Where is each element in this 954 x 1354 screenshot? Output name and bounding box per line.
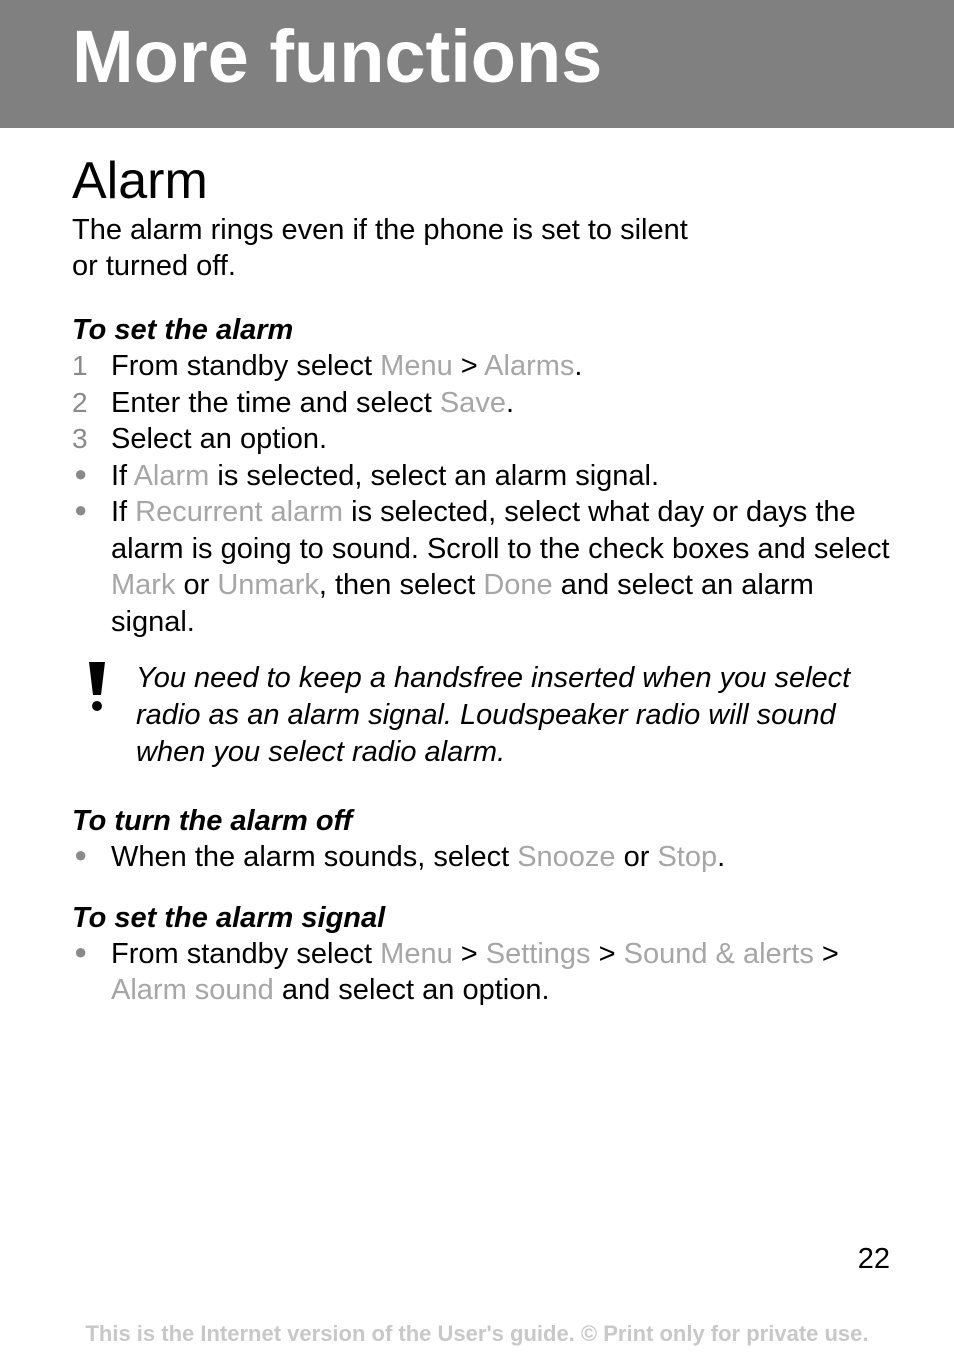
recurrent-alarm-label: Recurrent alarm <box>135 496 344 528</box>
step-text: Select an option. <box>111 423 328 455</box>
menu-label: Menu <box>380 937 453 970</box>
section-title: Alarm <box>72 152 208 210</box>
step-item <box>72 348 892 385</box>
mark-label: Mark <box>111 569 176 601</box>
intro-line-2: or turned off. <box>72 250 236 282</box>
alarm-sound-label: Alarm sound <box>111 974 274 1006</box>
signal-list <box>72 936 892 1009</box>
bullet-icon: ● <box>74 460 88 486</box>
bullet-text: > <box>590 937 624 970</box>
unmark-label: Unmark <box>217 569 319 601</box>
step-text: . <box>574 350 583 382</box>
bullet-text: is selected, select what day or days the alarm is going to sound. Scroll to the check boxes and select <box>111 496 890 565</box>
bullet-item <box>72 494 892 640</box>
bullet-text: and select an alarm signal. <box>111 569 814 638</box>
bullet-text: . <box>717 841 726 873</box>
bullet-text: or <box>175 569 218 601</box>
set-alarm-steps <box>72 348 892 640</box>
bullet-text: If <box>111 459 134 492</box>
bullet-icon: ● <box>74 938 88 964</box>
step-text: > <box>452 350 485 382</box>
note-text: You need to keep a handsfree inserted when you select radio as an alarm signal. Loudspeaker radio will sound when you select radio alarm. <box>136 662 851 768</box>
bullet-text: > <box>813 937 839 970</box>
bullet-item <box>72 936 892 1009</box>
intro-text <box>72 212 892 284</box>
alarm-label: Alarm <box>133 459 210 492</box>
main-content <box>72 150 892 1009</box>
step-number: 3 <box>72 423 88 454</box>
bullet-icon: ● <box>74 497 88 522</box>
exclamation-icon <box>86 662 108 712</box>
bullet-text: or <box>615 841 658 873</box>
set-alarm-heading: To set the alarm <box>72 314 294 346</box>
stop-label: Stop <box>657 841 718 873</box>
settings-label: Settings <box>485 937 591 970</box>
step-text: From standby select <box>111 350 381 382</box>
bullet-text: , then select <box>318 569 484 601</box>
note-block <box>72 660 892 771</box>
bullet-text: > <box>452 937 486 970</box>
step-number: 2 <box>72 386 88 418</box>
bullet-item <box>72 458 892 495</box>
alarms-label: Alarms <box>484 350 575 382</box>
step-text: . <box>505 386 515 419</box>
done-label: Done <box>483 569 553 601</box>
snooze-label: Snooze <box>517 841 616 873</box>
footer-notice: This is the Internet version of the User's guide. © Print only for private use. <box>85 1321 869 1346</box>
page-number: 22 <box>857 1243 890 1275</box>
sound-alerts-label: Sound & alerts <box>623 937 814 970</box>
save-label: Save <box>439 386 506 419</box>
bullet-text: and select an option. <box>273 974 550 1006</box>
bullet-text: is selected, select an alarm signal. <box>209 459 660 492</box>
step-item <box>72 421 892 458</box>
page-header-bar <box>0 0 954 128</box>
step-item <box>72 385 892 422</box>
step-text: Enter the time and select <box>111 386 440 419</box>
step-number: 1 <box>72 350 88 381</box>
bullet-text: From standby select <box>111 937 381 970</box>
bullet-icon: ● <box>74 842 88 867</box>
intro-line-1: The alarm rings even if the phone is set to silent <box>72 214 688 246</box>
signal-heading: To set the alarm signal <box>72 901 386 934</box>
bullet-item <box>72 839 892 876</box>
bullet-text: If <box>111 496 136 528</box>
turn-off-list <box>72 839 892 876</box>
bullet-text: When the alarm sounds, select <box>111 841 518 873</box>
chapter-title: More functions <box>72 15 603 98</box>
menu-label: Menu <box>380 350 453 382</box>
turn-off-heading: To turn the alarm off <box>72 805 353 837</box>
